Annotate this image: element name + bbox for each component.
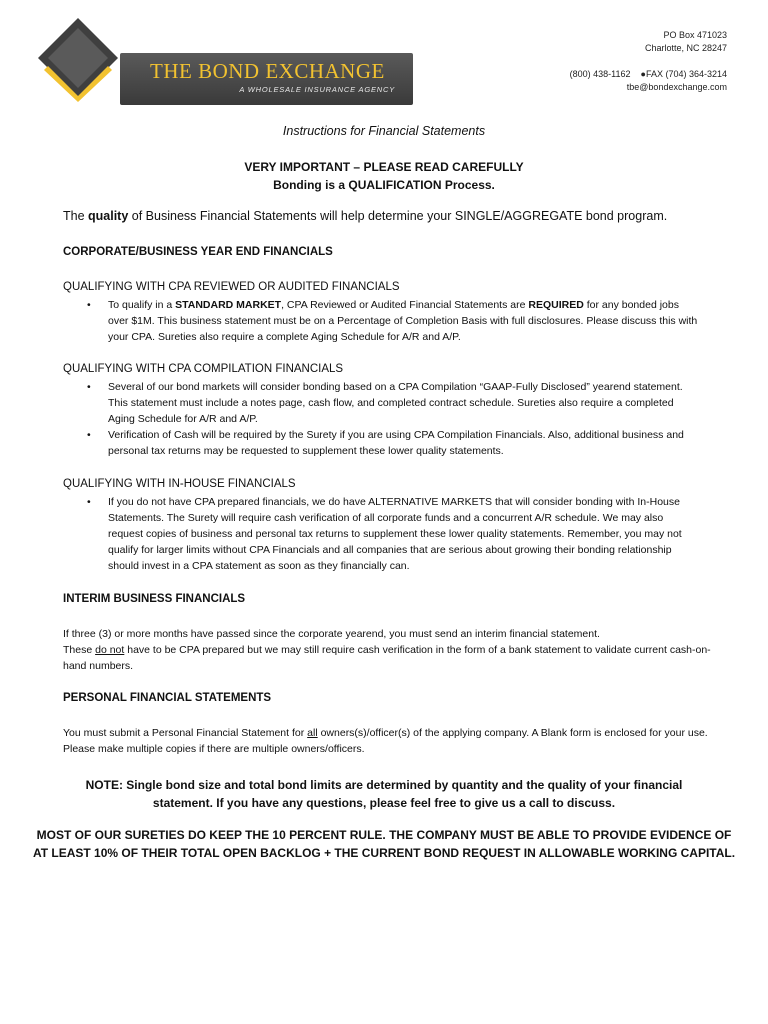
text: for any bonded jobs over $1M. This business statement must be on a Percentage of Completion Basis with full disclosures. Please discuss this with your CPA. Sureties also require a complete Aging Schedule for A/R and A/P. (108, 299, 698, 343)
section-heading-personal: PERSONAL FINANCIAL STATEMENTS (63, 692, 272, 704)
subheading-in-house: QUALIFYING WITH IN-HOUSE FINANCIALS (63, 478, 296, 490)
list-item: • Several of our bond markets will consider bonding based on a CPA Compilation “GAAP-Fully Disclosed” yearend statement. This statement must include a notes page, cash flow, and completed contract schedule. Sureties also require a completed Aging Schedule for A/R and A/P. (85, 379, 700, 427)
intro-suffix: of Business Financial Statements will help determine your SINGLE/AGGREGATE bond program. (128, 209, 668, 223)
address-city: Charlotte, NC 28247 (644, 42, 727, 53)
text-underlined: do not (95, 644, 125, 656)
note-paragraph: NOTE: Single bond size and total bond limits are determined by quantity and the quality of your financial statement. If you have any questions, please feel free to give us a call to discuss. (85, 778, 683, 810)
diamond-logo-icon (34, 18, 134, 102)
list-item (85, 297, 700, 345)
section-heading-interim: INTERIM BUSINESS FINANCIALS (63, 593, 246, 605)
text: You must submit a Personal Financial Statement for (63, 727, 308, 739)
cpa-compilation-list (85, 379, 700, 459)
personal-paragraph (63, 725, 713, 757)
text: have to be CPA prepared but we may still require cash verification in the form of a bank statement to validate current cash-on-hand numbers. (63, 644, 711, 672)
text-underlined: all (307, 727, 318, 739)
important-notice (0, 158, 768, 194)
important-line-1: VERY IMPORTANT – PLEASE READ CAREFULLY (244, 160, 524, 174)
text: owners(s)/officer(s) of the applying company. A Blank form is enclosed for your use. Please make multiple copies if there are multiple owners/officers. (63, 727, 708, 755)
text-bold: STANDARD MARKET (175, 299, 282, 311)
ten-percent-rule-paragraph: MOST OF OUR SURETIES DO KEEP THE 10 PERCENT RULE. THE COMPANY MUST BE ABLE TO PROVIDE EVIDENCE OF AT LEAST 10% OF THEIR TOTAL OPEN BACKLOG + THE CURRENT BOND REQUEST IN ALLOWABLE WORKING CAPITAL. (32, 828, 736, 860)
interim-paragraph (63, 626, 713, 674)
company-tagline: A WHOLESALE INSURANCE AGENCY (239, 85, 395, 94)
company-name: THE BOND EXCHANGE (150, 59, 385, 83)
subheading-cpa-reviewed: QUALIFYING WITH CPA REVIEWED OR AUDITED FINANCIALS (63, 281, 400, 293)
list-item: • If you do not have CPA prepared financials, we do have ALTERNATIVE MARKETS that will consider bonding with In-House Statements. The Surety will require cash verification of all corporate funds and a concurrent A/R schedule. We may also request copies of business and personal tax returns to supplement these lower quality statements. Remember, you may not qualify for larger limits without CPA Financials and all companies that are serious about growing their bonding relationship should invest in a CPA statement as soon as they financially can. (85, 494, 700, 574)
text: To qualify in a (108, 299, 176, 311)
subheading-cpa-compilation: QUALIFYING WITH CPA COMPILATION FINANCIALS (63, 363, 344, 375)
cpa-reviewed-list (85, 297, 700, 345)
contact-phone-fax: (800) 438-1162 ●FAX (704) 364-3214 (569, 69, 727, 80)
company-logo (34, 18, 395, 102)
section-heading-year-end: CORPORATE/BUSINESS YEAR END FINANCIALS (63, 246, 333, 258)
in-house-list (85, 494, 700, 574)
contact-email: tbe@bondexchange.com (626, 81, 727, 92)
address-po-box: PO Box 471023 (663, 30, 727, 40)
text: , CPA Reviewed or Audited Financial Statements are (281, 299, 529, 311)
text-bold: REQUIRED (528, 299, 584, 311)
intro-paragraph (63, 209, 667, 223)
logo-banner (120, 53, 413, 105)
intro-prefix: The (63, 209, 89, 223)
intro-bold: quality (88, 209, 129, 223)
interim-line-2 (63, 642, 713, 674)
interim-line-1: If three (3) or more months have passed since the corporate yearend, you must send an interim financial statement. (63, 628, 600, 640)
company-address (570, 29, 727, 93)
text: These (63, 644, 96, 656)
list-item: • Verification of Cash will be required by the Surety if you are using CPA Compilation Financials. Also, additional business and personal tax returns may be requested to supplement these lower quality statements. (85, 427, 700, 459)
document-title: Instructions for Financial Statements (282, 124, 486, 138)
important-line-2: Bonding is a QUALIFICATION Process. (273, 178, 495, 192)
